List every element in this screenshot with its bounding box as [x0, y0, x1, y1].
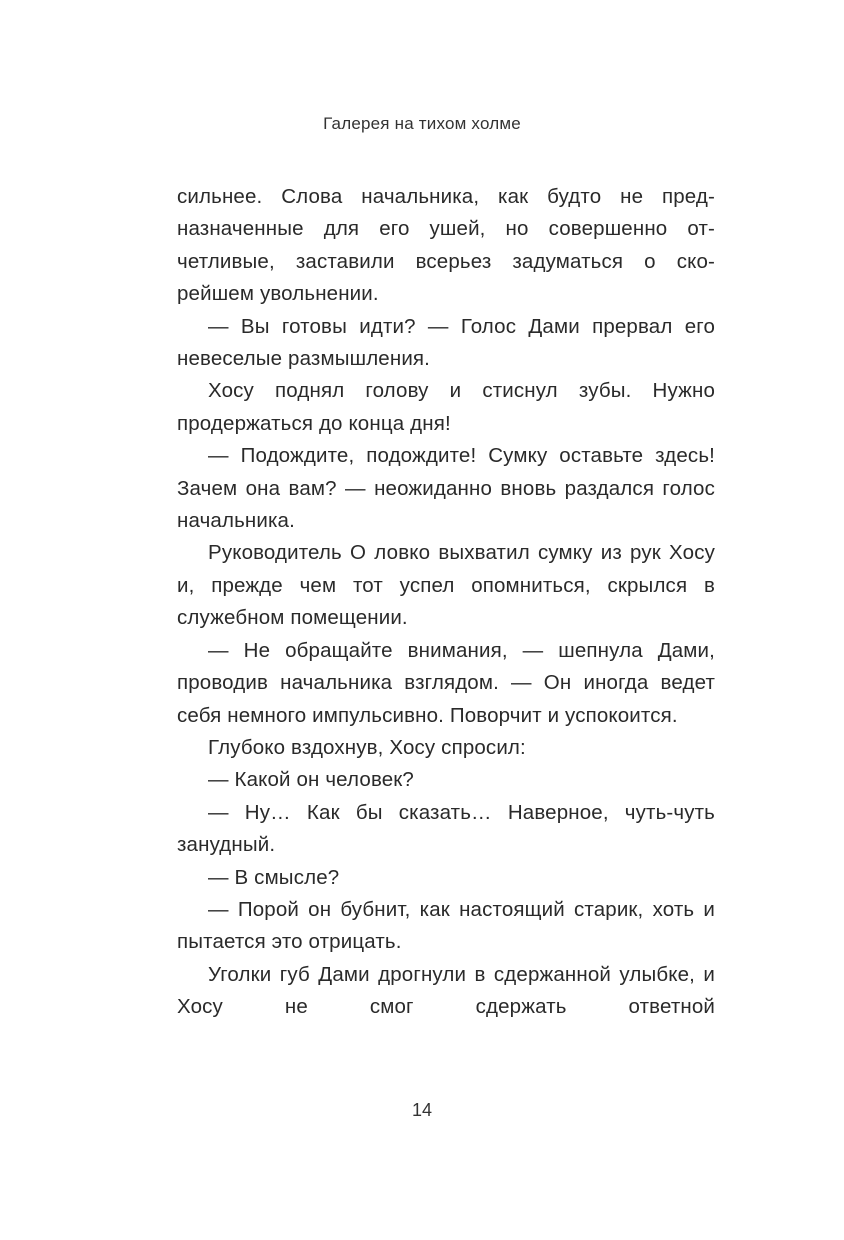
- body-text: [177, 181, 715, 1024]
- paragraph-11: — Порой он бубнит, как настоящий старик, хоть и пытается это отрицать.: [177, 897, 715, 954]
- paragraph-9: — Ну… Как бы сказать… Наверное, чуть-чуть занудный.: [177, 800, 715, 857]
- page-number: 14: [411, 1100, 433, 1120]
- paragraph-3: Хосу поднял голову и стиснул зубы. Нужно продержаться до конца дня!: [177, 379, 715, 435]
- paragraph-4: — Подождите, подождите! Сумку оставьте здесь! Зачем она вам? — неожиданно вновь раздался голос начальника.: [177, 444, 715, 533]
- paragraph-5: Руководитель О ловко выхватил сумку из рук Хосу и, прежде чем тот успел опомниться, скрылся в служебном помещении.: [177, 541, 715, 630]
- running-head: Галерея на тихом холме: [323, 114, 521, 133]
- paragraph-7: Глубоко вздохнув, Хосу спросил:: [208, 735, 526, 759]
- paragraph-1: сильнее. Слова начальника, как будто не пред-назначенные для его ушей, но совершенно от-четливые, заставили всерьез задуматься о ско-рейшем увольнении.: [177, 185, 715, 306]
- paragraph-6: — Не обращайте внимания, — шепнула Дами, проводив начальника взглядом. — Он иногда ведет себя немного импульсивно. Поворчит и успокоится.: [177, 638, 715, 727]
- paragraph-8: — Какой он человек?: [208, 768, 414, 792]
- paragraph-2: — Вы готовы идти? — Голос Дами прервал его невеселые размышления.: [177, 314, 715, 371]
- paragraph-12: Уголки губ Дами дрогнули в сдержанной улыбке, и Хосу не смог сдержать ответной: [177, 962, 715, 1019]
- paragraph-10: — В смысле?: [208, 865, 340, 889]
